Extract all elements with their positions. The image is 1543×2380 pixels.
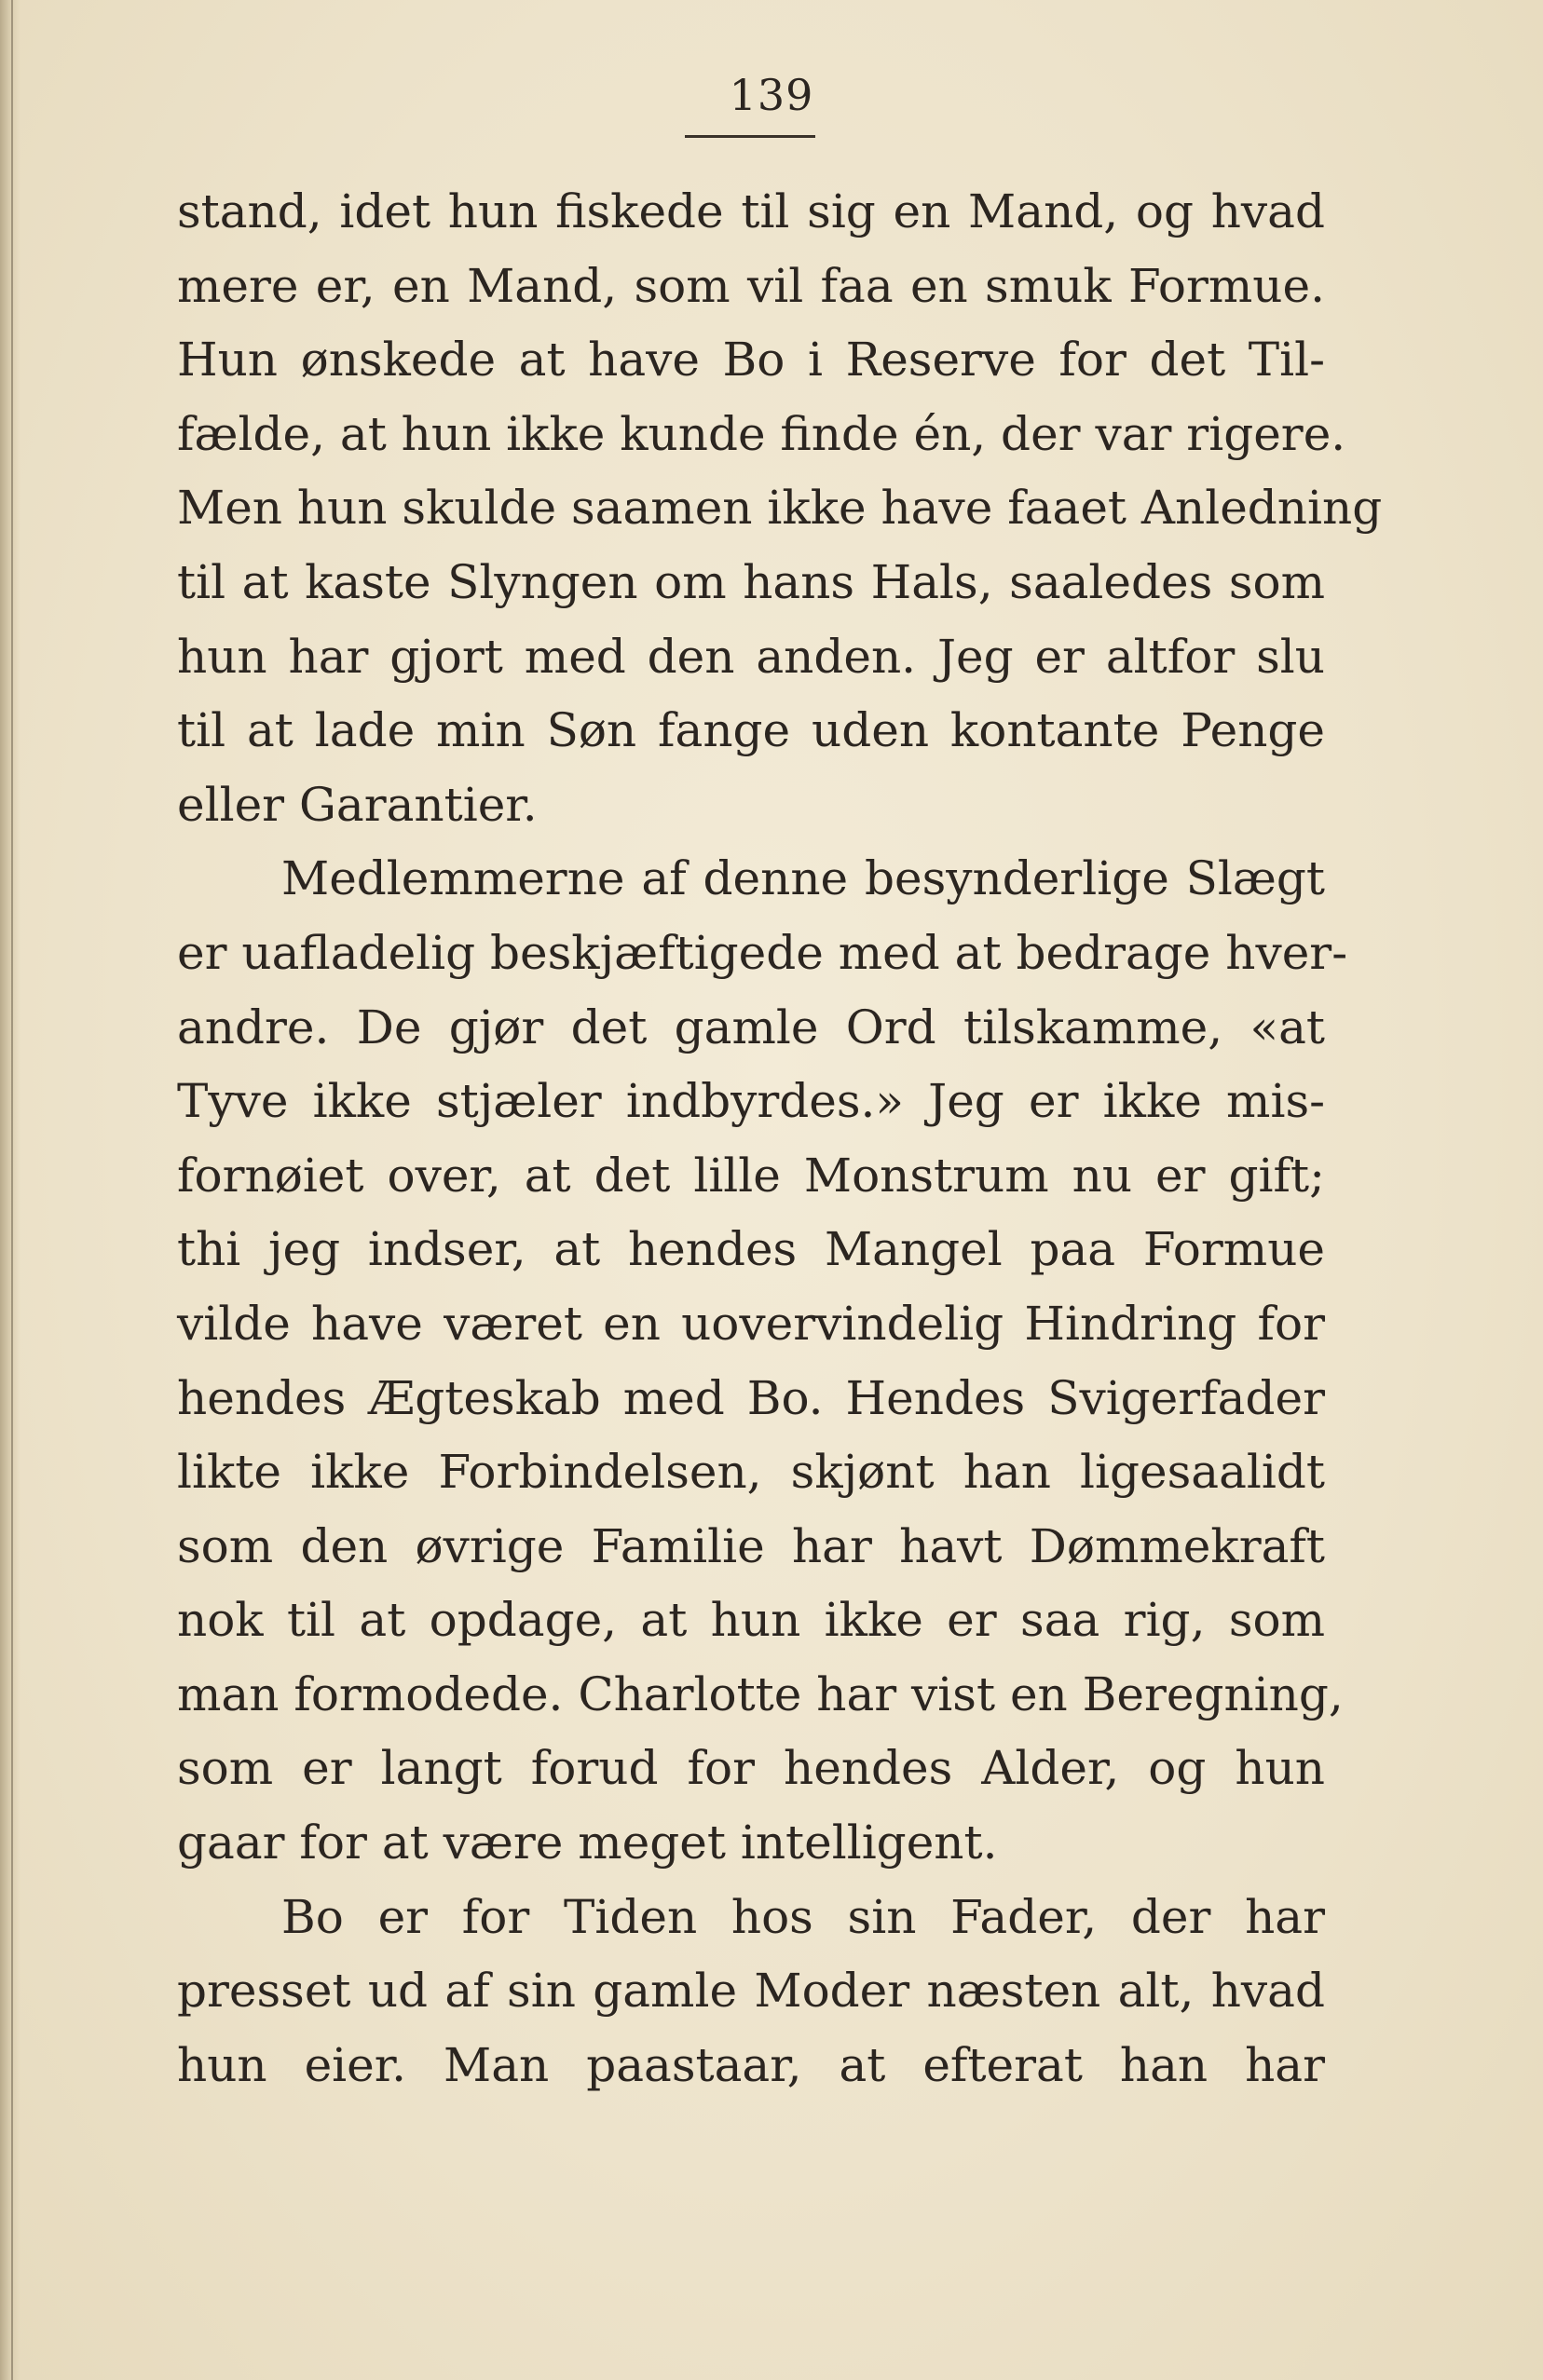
text-line: til at lade min Søn fange uden kontante Penge: [177, 703, 1325, 758]
page-number: 139: [729, 70, 814, 120]
text-line: andre. De gjør det gamle Ord tilskamme, «at: [177, 1000, 1325, 1054]
text-line: Medlemmerne af denne besynderlige Slægt: [281, 851, 1325, 906]
text-line: mere er, en Mand, som vil faa en smuk Formue.: [177, 258, 1325, 313]
page-edge-line: [11, 0, 13, 2380]
page-edge-shadow: [0, 0, 20, 2380]
text-line: fælde, at hun ikke kunde finde én, der var rigere.: [177, 406, 1346, 461]
text-line: fornøiet over, at det lille Monstrum nu er gift;: [177, 1148, 1325, 1203]
text-line: til at kaste Slyngen om hans Hals, saaledes som: [177, 554, 1325, 609]
text-line: som er langt forud for hendes Alder, og hun: [177, 1741, 1325, 1796]
text-line: presset ud af sin gamle Moder næsten alt, hvad: [177, 1964, 1325, 2019]
text-line: hun eier. Man paastaar, at efterat han har: [177, 2037, 1325, 2092]
text-line: eller Garantier.: [177, 777, 538, 832]
text-line: likte ikke Forbindelsen, skjønt han ligesaalidt: [177, 1445, 1325, 1500]
page-number-rule: [685, 135, 815, 138]
body-text: [177, 175, 1383, 2102]
text-line: Tyve ikke stjæler indbyrdes.» Jeg er ikke mis-: [177, 1074, 1325, 1129]
text-line: hendes Ægteskab med Bo. Hendes Svigerfader: [177, 1370, 1325, 1425]
text-line: som den øvrige Familie har havt Dømmekraft: [177, 1518, 1325, 1573]
text-line: nok til at opdage, at hun ikke er saa rig, som: [177, 1593, 1325, 1648]
text-line: vilde have været en uovervindelig Hindring for: [177, 1296, 1325, 1351]
text-line: gaar for at være meget intelligent.: [177, 1816, 998, 1870]
text-line: Bo er for Tiden hos sin Fader, der har: [281, 1889, 1325, 1944]
text-line: Hun ønskede at have Bo i Reserve for det Til-: [177, 333, 1325, 388]
text-line: man formodede. Charlotte har vist en Beregning,: [177, 1666, 1344, 1721]
text-line: thi jeg indser, at hendes Mangel paa Formue: [177, 1222, 1325, 1277]
text-line: er uafladelig beskjæftigede med at bedrage hver-: [177, 925, 1348, 980]
text-line: stand, idet hun fiskede til sig en Mand, og hvad: [177, 184, 1325, 238]
text-line: Men hun skulde saamen ikke have faaet Anledning: [177, 481, 1383, 536]
text-line: hun har gjort med den anden. Jeg er altfor slu: [177, 629, 1325, 684]
